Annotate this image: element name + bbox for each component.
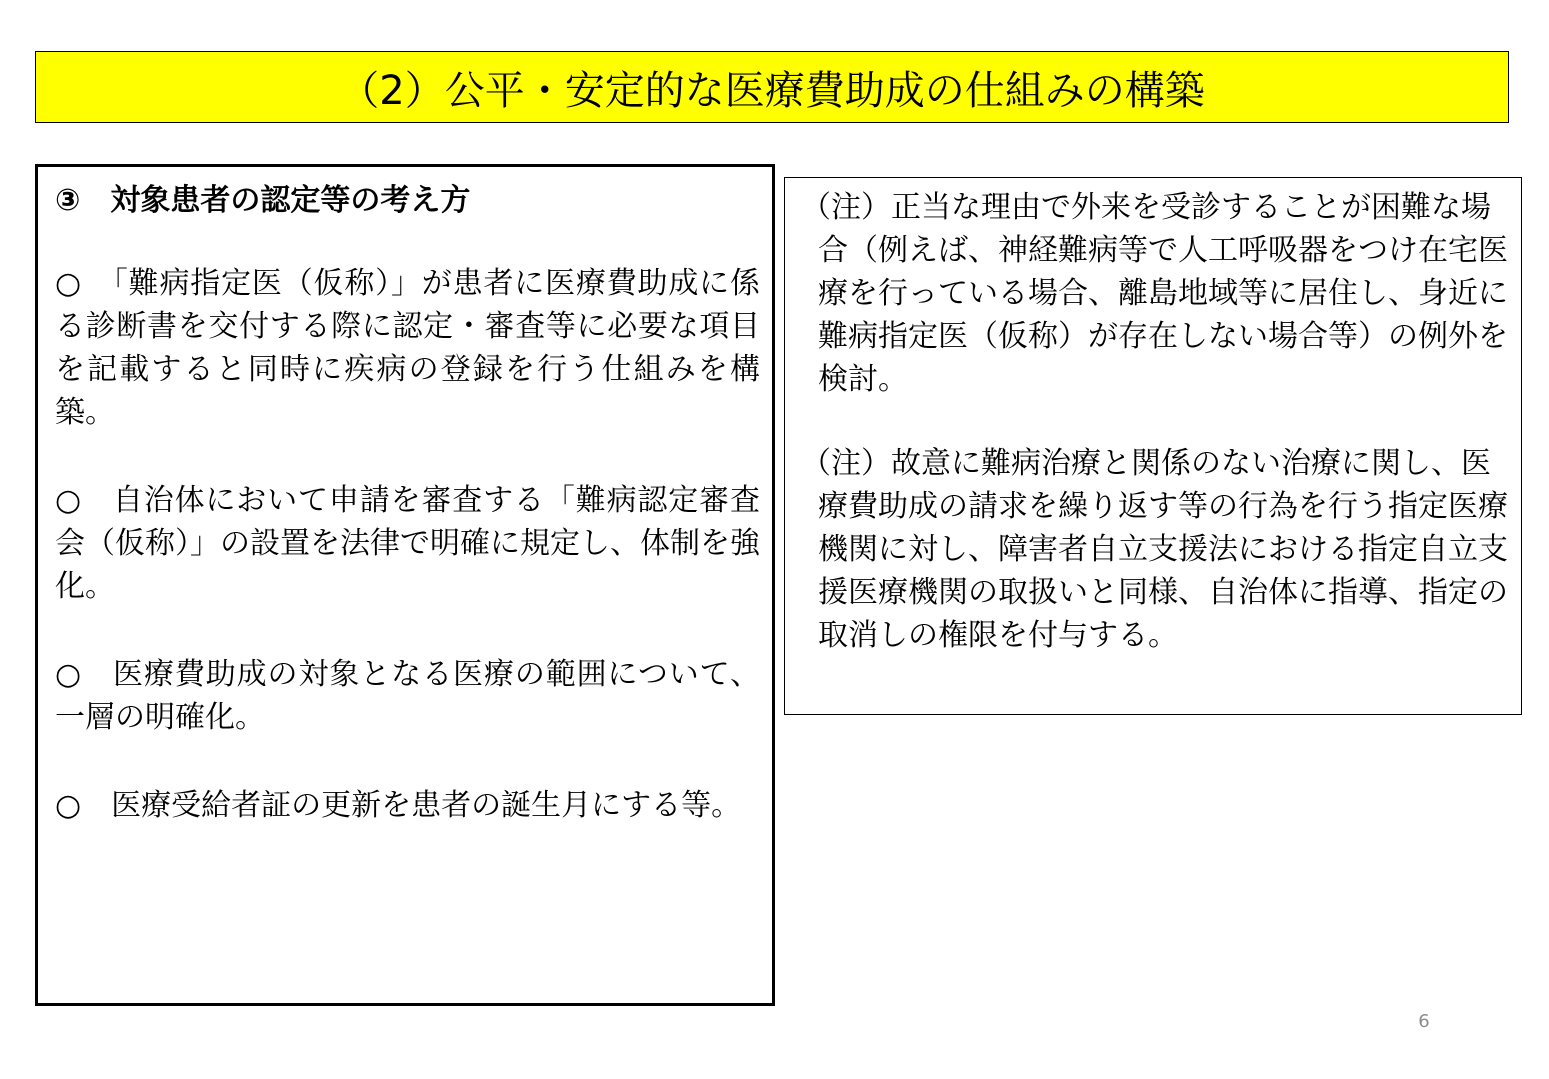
approach-item-renewal: ○ 医療受給者証の更新を患者の誕生月にする等。 xyxy=(55,788,742,823)
slide-title: （2）公平・安定的な医療費助成の仕組みの構築 xyxy=(339,67,1205,114)
title-banner xyxy=(35,51,1509,123)
note-exception: （注）正当な理由で外来を受診することが困難な場合（例えば、神経難病等で人工呼吸器をつけ在宅医療を行っている場合、離島地域等に居住し、身近に難病指定医（仮称）が存在しない場合等）の例外を検討。 xyxy=(801,190,1508,397)
approach-item-scope: ○ 医療費助成の対象となる医療の範囲について、一層の明確化。 xyxy=(55,657,760,735)
page-number: 6 xyxy=(1418,1011,1430,1032)
approach-panel xyxy=(35,164,775,1006)
approach-heading: ③ 対象患者の認定等の考え方 xyxy=(55,183,471,218)
approach-item-designated-doctor: ○ 「難病指定医（仮称）」が患者に医療費助成に係る診断書を交付する際に認定・審査等に必要な項目を記載すると同時に疾病の登録を行う仕組みを構築。 xyxy=(55,266,760,430)
approach-item-review-board: ○ 自治体において申請を審査する「難病認定審査会（仮称）」の設置を法律で明確に規定し、体制を強化。 xyxy=(55,483,760,604)
notes-panel xyxy=(784,177,1522,715)
note-authority: （注）故意に難病治療と関係のない治療に関し、医療費助成の請求を繰り返す等の行為を行う指定医療機関に対し、障害者自立支援法における指定自立支援医療機関の取扱いと同様、自治体に指導、指定の取消しの権限を付与する。 xyxy=(801,446,1508,653)
